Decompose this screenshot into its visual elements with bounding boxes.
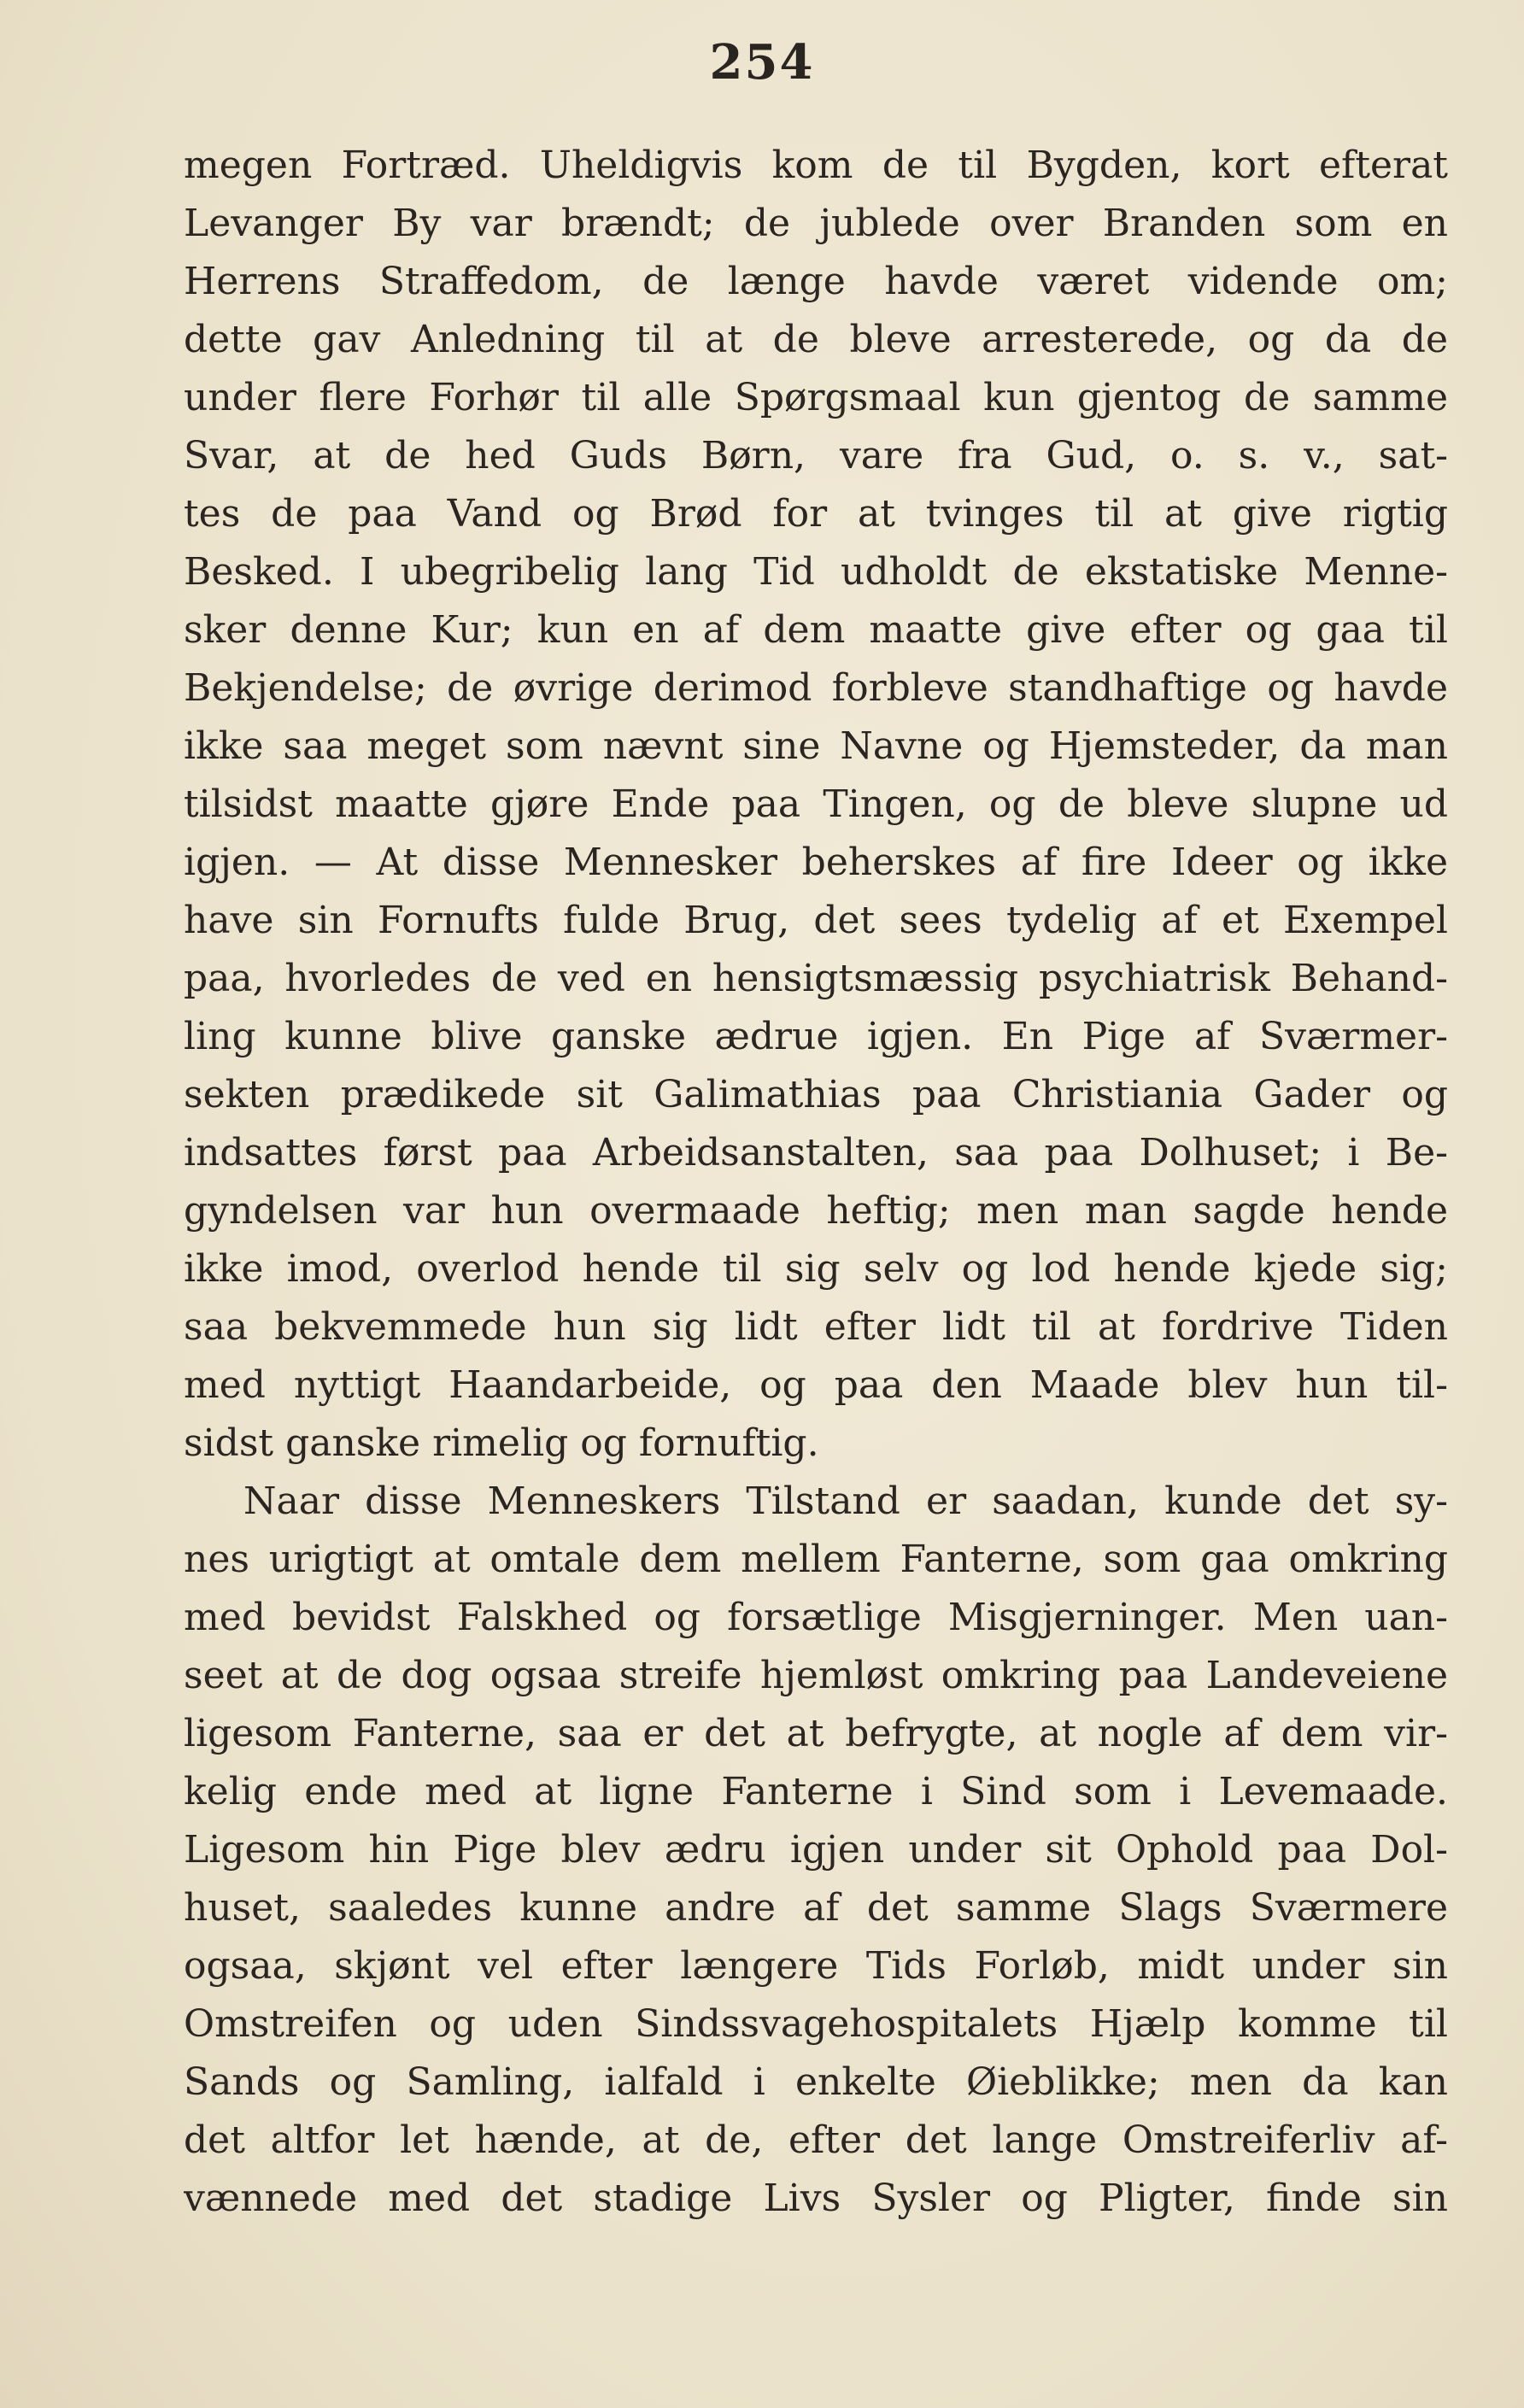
text-line: sker denne Kur; kun en af dem maatte give efter og gaa til [184,608,1448,652]
text-line: tes de paa Vand og Brød for at tvinges til at give rigtig [184,492,1448,536]
text-line: tilsidst maatte gjøre Ende paa Tingen, og de bleve slupne ud [184,782,1448,826]
text-line: Herrens Straffedom, de længe havde været vidende om; [184,260,1448,303]
text-line: megen Fortræd. Uheldigvis kom de til Bygden, kort efterat [184,144,1448,187]
text-line: Omstreifen og uden Sindssvagehospitalets Hjælp komme til [184,2002,1448,2046]
text-line: under flere Forhør til alle Spørgsmaal kun gjentog de samme [184,376,1448,419]
text-line: nes urigtigt at omtale dem mellem Fanterne, som gaa omkring [184,1538,1448,1581]
text-line: Besked. I ubegribelig lang Tid udholdt de ekstatiske Menne- [184,550,1448,594]
text-line: Levanger By var brændt; de jublede over Branden som en [184,202,1448,245]
text-line: gyndelsen var hun overmaade heftig; men man sagde hende [184,1189,1448,1233]
text-line: dette gav Anledning til at de bleve arresterede, og da de [184,318,1448,361]
text-line: indsattes først paa Arbeidsanstalten, saa paa Dolhuset; i Be- [184,1131,1448,1175]
text-line: paa, hvorledes de ved en hensigtsmæssig psychiatrisk Behand- [184,957,1448,1000]
text-line: kelig ende med at ligne Fanterne i Sind som i Levemaade. [184,1770,1448,1813]
body-text [184,137,1448,2228]
text-line: have sin Fornufts fulde Brug, det sees tydelig af et Exempel [184,899,1448,942]
text-line: seet at de dog ogsaa streife hjemløst omkring paa Landeveiene [184,1654,1448,1697]
text-line: ligesom Fanterne, saa er det at befrygte, at nogle af dem vir- [184,1712,1448,1755]
text-line: ogsaa, skjønt vel efter længere Tids Forløb, midt under sin [184,1944,1448,1988]
text-line: Bekjendelse; de øvrige derimod forbleve standhaftige og havde [184,666,1448,710]
text-line: det altfor let hænde, at de, efter det lange Omstreiferliv af- [184,2118,1448,2162]
text-line: ling kunne blive ganske ædrue igjen. En Pige af Sværmer- [184,1015,1448,1058]
text-line: med bevidst Falskhed og forsætlige Misgjerninger. Men uan- [184,1596,1448,1639]
text-line: saa bekvemmede hun sig lidt efter lidt til at fordrive Tiden [184,1305,1448,1349]
page-number: 254 [709,34,815,91]
text-line: ikke saa meget som nævnt sine Navne og Hjemsteder, da man [184,724,1448,768]
text-line: sekten prædikede sit Galimathias paa Christiania Gader og [184,1073,1448,1116]
text-line: Svar, at de hed Guds Børn, vare fra Gud, o. s. v., sat- [184,434,1448,477]
text-line: huset, saaledes kunne andre af det samme Slags Sværmere [184,1886,1448,1930]
text-line: med nyttigt Haandarbeide, og paa den Maade blev hun til- [184,1363,1448,1407]
text-line: igjen. — At disse Mennesker beherskes af fire Ideer og ikke [184,841,1448,884]
text-line: Sands og Samling, ialfald i enkelte Øieblikke; men da kan [184,2060,1448,2104]
text-line: Naar disse Menneskers Tilstand er saadan, kunde det sy- [243,1479,1448,1523]
text-line: ikke imod, overlod hende til sig selv og lod hende kjede sig; [184,1247,1448,1291]
text-line: vænnede med det stadige Livs Sysler og Pligter, finde sin [184,2177,1448,2220]
text-line: sidst ganske rimelig og fornuftig. [184,1421,819,1465]
text-line: Ligesom hin Pige blev ædru igjen under sit Ophold paa Dol- [184,1828,1448,1872]
